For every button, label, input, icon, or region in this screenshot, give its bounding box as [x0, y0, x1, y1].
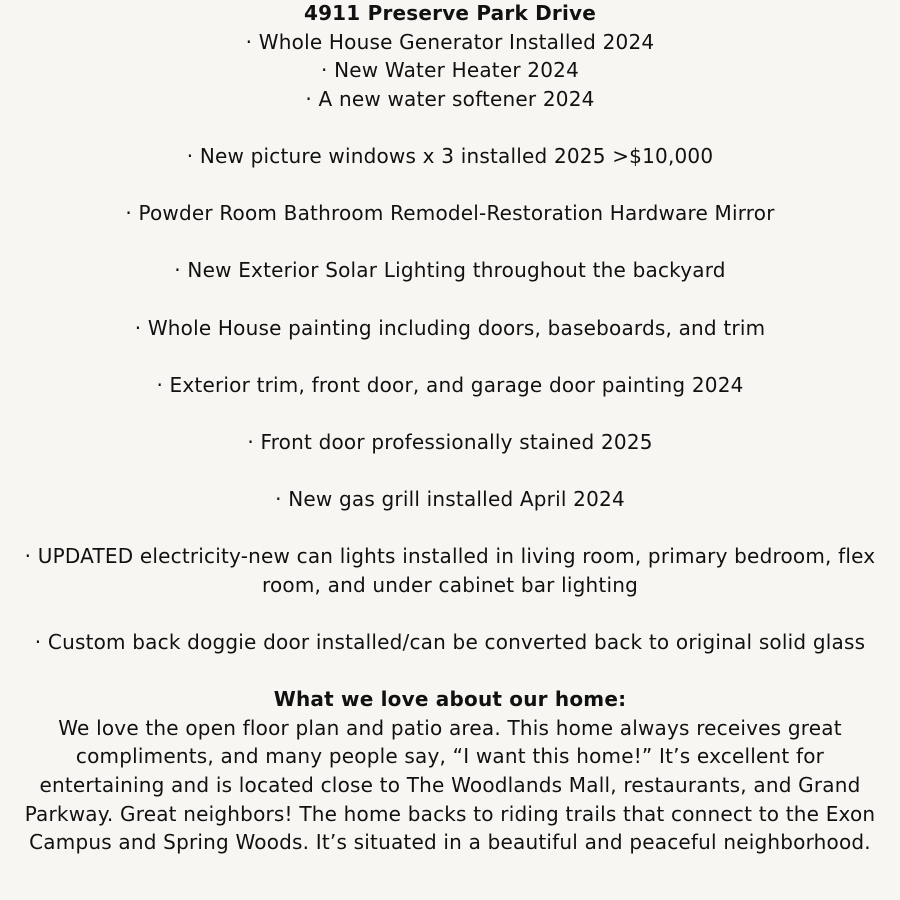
- feature-item-doggie-door: · Custom back doggie door installed/can be converted back to original solid glass: [34, 630, 866, 655]
- feature-item-exterior-trim: · Exterior trim, front door, and garage door painting 2024: [156, 372, 744, 397]
- spacer: [0, 514, 900, 543]
- feature-item-electricity: · UPDATED electricity-new can lights installed in living room, primary bedroom, flex room, and under cabinet bar lighting: [24, 544, 876, 597]
- spacer: [0, 457, 900, 486]
- spacer: [0, 285, 900, 314]
- feature-item-water-heater: · New Water Heater 2024: [321, 58, 579, 83]
- feature-item-generator: · Whole House Generator Installed 2024: [245, 29, 655, 54]
- spacer: [0, 657, 900, 686]
- property-address-title: 4911 Preserve Park Drive: [303, 1, 597, 25]
- feature-item-house-painting: · Whole House painting including doors, baseboards, and trim: [134, 315, 766, 340]
- feature-item-picture-windows: · New picture windows x 3 installed 2025 >$10,000: [186, 143, 714, 168]
- love-section-paragraph: We love the open floor plan and patio area. This home always receives great compliments, and many people say, “I want this home!” It’s excellent for entertaining and is located close to The Woodlands Mall, restaurants, and Grand Parkway. Great neighbors! The home backs to riding trails that connect to the Exon Campus and Spring Woods. It’s situated in a beautiful and peaceful neighborhood.: [24, 715, 876, 855]
- feature-item-water-softener: · A new water softener 2024: [305, 86, 595, 111]
- spacer: [0, 342, 900, 371]
- spacer: [0, 171, 900, 200]
- spacer: [0, 228, 900, 257]
- spacer: [0, 599, 900, 628]
- feature-item-solar-lighting: · New Exterior Solar Lighting throughout the backyard: [174, 258, 726, 283]
- spacer: [0, 399, 900, 428]
- love-section-heading: What we love about our home:: [273, 687, 627, 712]
- feature-item-front-door-stain: · Front door professionally stained 2025: [247, 429, 653, 454]
- feature-item-powder-room: · Powder Room Bathroom Remodel-Restoration Hardware Mirror: [125, 201, 775, 226]
- spacer: [0, 113, 900, 142]
- feature-item-gas-grill: · New gas grill installed April 2024: [275, 487, 625, 512]
